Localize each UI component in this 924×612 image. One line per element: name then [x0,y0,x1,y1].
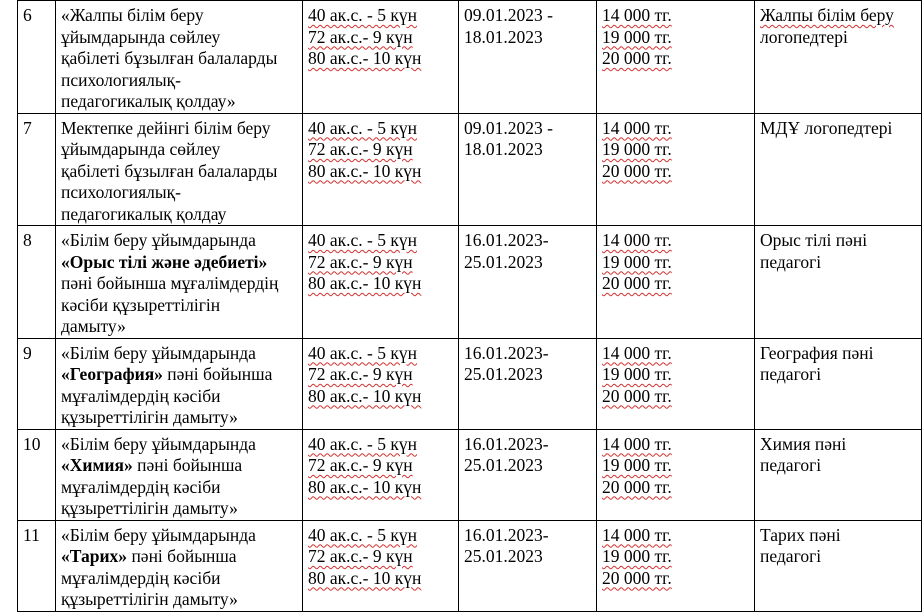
course-dates: 16.01.2023- 25.01.2023 [459,429,597,520]
table-row [18,226,922,339]
course-name: Мектепке дейінгі білім беру ұйымдарында сөйлеу қабілеті бұзылған балаларды психологиялық- педагогикалық қолдау [56,113,303,226]
table-row [18,338,922,429]
row-number: 6 [18,1,56,114]
row-number: 10 [18,429,56,520]
table-row [18,520,922,611]
row-number: 7 [18,113,56,226]
course-dates: 09.01.2023 - 18.01.2023 [459,113,597,226]
course-prices: 14 000 тг. 19 000 тг. 20 000 тг. [597,520,755,611]
table-row [18,429,922,520]
course-audience: География пәні педагогі [755,338,922,429]
course-durations: 40 ак.с. - 5 күн 72 ак.с.- 9 күн 80 ак.с.- 10 күн [303,338,459,429]
course-audience: Орыс тілі пәні педагогі [755,226,922,339]
course-durations: 40 ак.с. - 5 күн 72 ак.с.- 9 күн 80 ак.с.- 10 күн [303,1,459,114]
courses-table [17,0,922,612]
course-audience: Химия пәні педагогі [755,429,922,520]
course-audience: МДҰ логопедтері [755,113,922,226]
course-name: «Жалпы білім беру ұйымдарында сөйлеу қабілеті бұзылған балаларды психологиялық- педагогикалық қолдау» [56,1,303,114]
course-dates: 16.01.2023- 25.01.2023 [459,520,597,611]
table-row [18,1,922,114]
course-durations: 40 ак.с. - 5 күн 72 ак.с.- 9 күн 80 ак.с.- 10 күн [303,520,459,611]
course-name: «Білім беру ұйымдарында «Химия» пәні бойынша мұғалімдердің кәсіби құзыреттілігін дамыту» [56,429,303,520]
course-dates: 16.01.2023- 25.01.2023 [459,338,597,429]
course-prices: 14 000 тг. 19 000 тг. 20 000 тг. [597,1,755,114]
table-row [18,113,922,226]
course-prices: 14 000 тг. 19 000 тг. 20 000 тг. [597,113,755,226]
course-durations: 40 ак.с. - 5 күн 72 ак.с.- 9 күн 80 ак.с.- 10 күн [303,429,459,520]
row-number: 9 [18,338,56,429]
course-name: «Білім беру ұйымдарында «География» пәні бойынша мұғалімдердің кәсіби құзыреттілігін дамыту» [56,338,303,429]
course-audience: Жалпы білім беру логопедтері [755,1,922,114]
course-durations: 40 ак.с. - 5 күн 72 ак.с.- 9 күн 80 ак.с.- 10 күн [303,113,459,226]
course-name: «Білім беру ұйымдарында «Орыс тілі және әдебиеті» пәні бойынша мұғалімдердің кәсіби құзыреттілігін дамыту» [56,226,303,339]
row-number: 11 [18,520,56,611]
course-dates: 09.01.2023 - 18.01.2023 [459,1,597,114]
course-audience: Тарих пәні педагогі [755,520,922,611]
course-durations: 40 ак.с. - 5 күн 72 ак.с.- 9 күн 80 ак.с.- 10 күн [303,226,459,339]
course-dates: 16.01.2023- 25.01.2023 [459,226,597,339]
row-number: 8 [18,226,56,339]
course-prices: 14 000 тг. 19 000 тг. 20 000 тг. [597,226,755,339]
course-prices: 14 000 тг. 19 000 тг. 20 000 тг. [597,338,755,429]
course-name: «Білім беру ұйымдарында «Тарих» пәні бойынша мұғалімдердің кәсіби құзыреттілігін дамыту» [56,520,303,611]
course-prices: 14 000 тг. 19 000 тг. 20 000 тг. [597,429,755,520]
